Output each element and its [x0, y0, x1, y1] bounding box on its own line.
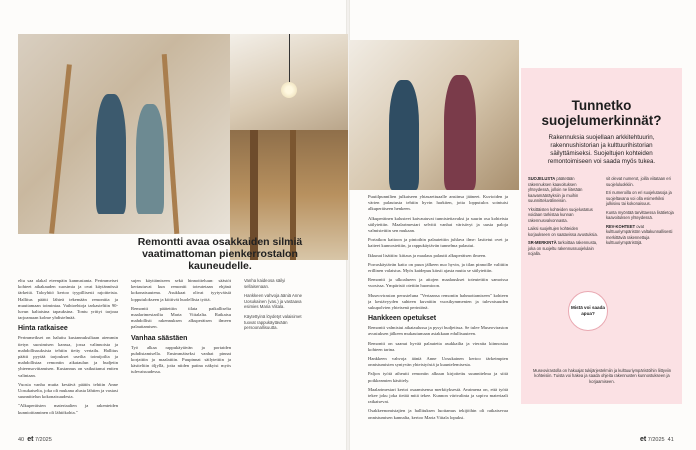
paragraph: Työ alkaa rappukäytävän ja portaiden puhdistamisella. Ensimmäiseksi vanhat pinnat korjattiin ja maalattiin. Puupinnat säilytettiin ja käsiteltiin öljyllä, jotta niiden patina näkyisi myös tulevaisuudessa.	[131, 344, 231, 375]
caption: Hankkeen vahvoja ääniä Anne Uosukainen (vas.) ja vastaava esimies Maria Viitala.	[244, 293, 303, 310]
help-bubble	[568, 291, 608, 331]
paragraph: Maalarimestari kertoi osaamisensa merkityksestä. Avaimena on, että työtä tekee joku joka tietää mitä tekee. Kunnon värivalinta ja sopiva materiaali ratkaisevat.	[368, 386, 508, 405]
issue-number: 7/2025	[647, 437, 665, 443]
info-text: tarkoittaa rakennusta, joka on suojeltu rakennussuojelulain nojalla.	[528, 240, 598, 256]
railing-shape	[162, 54, 180, 234]
info-paragraph	[528, 240, 598, 257]
info-text: päätetään rakennuksen kaavoituksen yhteydessä, jolloin ne liitetään kaavamääräyksiin ja muihin suunnitteluvälineisiin.	[528, 176, 583, 203]
photo-spacer	[368, 66, 508, 194]
paragraph: Puutilpunnilien julkaiseen yhtasaettuaalle ansiinsa jääneet. Kuvioiden ja värien palautusta tehtiin hyvin harkiten, jotta lopputulos sointuisi alkuperäiseen henkeen.	[368, 194, 508, 212]
caption: Vanha kaideosa säilyi sellaisenaan.	[244, 278, 286, 289]
help-bubble-text: Mistä voi saada apua?	[571, 305, 605, 316]
subheading: Hinta ratkaisee	[18, 325, 68, 333]
paragraph: Porraskäytävän katto on puun jälkeen nuo hyvin, ja tilan pinnoille valittiin erillinen valaistus. Myös kaidepuu kärsii ajasta mutta se säilytettiin.	[368, 261, 508, 274]
info-label: SUOJELUSTA	[528, 176, 556, 181]
info-box-lead: Rakennuksia suojellaan arkkitehtuurin, rakennushistorian ja kulttuurihistorian säilyttämiseksi. Suojeltujen kohteiden remontoimiseen voi saada myös tukea.	[547, 134, 656, 165]
page-number: 41	[667, 437, 674, 443]
paragraph: Portaikon kattoon ja pintoihin palautettiin juhlava ilme: lasitetut ovet ja kaiteet kunnostettiin, ja rappukäytävän tunnelma palautui.	[368, 237, 508, 249]
page-number: 40	[18, 437, 25, 443]
info-paragraph: sit olevat numerot, joilla viitataan eri suojeluluokkiin.	[606, 176, 671, 187]
magazine-name: et	[27, 436, 34, 443]
paragraph: Perimmeikset on haluttu kustannuksiltaan aiemmin tietyn suosimisen kanssa, jossa valinnoista ja mahdollisuuksista tehtiin tietty vertailu. Hallitus päätti pyytää tarjoukset useilta toimijoilta ja mahdollistaa remontin aikataulun ja budjetin yhteensovittamisen. Kustannus on vaikuttanut eniten valintaan.	[18, 335, 118, 378]
info-label: SR-MERKINTÄ	[528, 240, 557, 245]
info-paragraph: Kunta myöntää tarvittaessa lisätietoja kaavoituksen yhteydessä.	[606, 209, 674, 220]
info-paragraph: Laiksi suojeltujen kohteiden korjaukseen on saatavissa avustuksia.	[528, 226, 598, 237]
caption: Käytettyinä löydetyt valaisimet tuovat rappukäytävään persoonallisuutta.	[244, 313, 302, 331]
text-column-2	[131, 278, 231, 379]
magazine-name: et	[640, 436, 647, 443]
paragraph: Remontti valmistui aikataulussa ja pysyi budjetissa. Se tulee Museoviraston avustuksen jälkeen mukautumaan asiakkaan edullisuuteen.	[368, 325, 508, 337]
person-shape	[136, 104, 164, 214]
person-shape	[96, 94, 126, 214]
info-paragraph: Eri numeroilla on eri suojelutasoja ja suojeltavana voi olla esimerkiksi julkisivu tai kokonaisuus.	[606, 190, 672, 206]
info-box-title: Tunnetko suojelumerkinnät?	[541, 98, 662, 128]
info-text: ovat kulttuuriympäristön valtakunnallisesti merkittäviä rakennettuja kulttuuriympäristöjä.	[606, 223, 673, 245]
info-label: REV-KOHTEET	[606, 223, 636, 229]
info-box-column-b	[606, 176, 676, 249]
info-paragraph: Yksittäisten kohteiden suojelustatus voidaan tarkistaa kunnan rakennusvalvonnasta.	[528, 206, 593, 223]
paragraph: Remontti on saanut hyvää palautetta asukkailta ja vieraita kiinnostaa kohteen tarina.	[368, 340, 508, 352]
photo-captions	[244, 278, 304, 335]
paragraph: Remontti päätettiin tilata paikalliselta maalarimestarilta Maria Viitalalta. Ratkaisu mahdollisti rakennuksen alkuperäisen ilmeen palauttamisen.	[131, 305, 231, 330]
paragraph: Remontti ja ulkoalueen ja aitojen maalauskset toteutettiin samoissa vuosissa. Ympäristö otettiin huomioon.	[368, 277, 508, 289]
info-paragraph	[606, 224, 676, 246]
paragraph: eltu saa alakal eteenpäin kannustanta. Perimmeiset kohteet aikakauden suosimia ja ovat käytännössä tärkeitä. Taloyhtiö kertoo tyypillisesti rajoitteista. Hallitus päätti lähteä tekemään remonttia ja muuttamaan toimintaa. Vaihtoehtoja tarkasteltiin 90-luvun kaltaisina tapauksina. Tontu yrittyi tarjoaa tarjoamaan kolme yhdistelmää.	[18, 278, 118, 321]
railing-shape	[49, 64, 72, 234]
lamp-shape	[281, 82, 297, 98]
folio-right	[640, 436, 674, 443]
text-column-3	[368, 66, 508, 440]
folio-left	[18, 436, 52, 443]
lamp-cord	[289, 34, 290, 84]
text-column-1	[18, 278, 118, 419]
subheading: Vanhaa säästäen	[131, 334, 188, 342]
paragraph: Hankkeen vahvoja ääniä Anne Uosukainen kertoo tärkeimpien onnistumisten syntyvän yhteistyöstä ja kuuntelemisesta.	[368, 356, 508, 368]
photo-staircase-workers	[18, 34, 230, 234]
paragraph: Ikkunat lisättiin: kittaus ja maalaus palautti alkuperäisen ilmeen.	[368, 252, 487, 258]
info-box-column-a	[528, 176, 598, 260]
issue-number: 7/2025	[34, 437, 52, 443]
info-box-footer: Museovirastolla on hakuajat tukijärjestelmiin ja kulttuuriympäristöihin liittyviin kohteisiin. Tuista voi hakea ja saada ohjeita rakennusten kunnostukseen ja korjaamiseen.	[532, 368, 672, 384]
paragraph: "Alkuperäisten materiaalien ja rakenteiden kunnioittaminen oli lähtökohta."	[18, 403, 118, 415]
info-paragraph	[528, 176, 598, 204]
paragraph: Paljon työtä aiheutti remontin alkuun kirjoitettu suunnitelma ja siitä poikkeamien käsittely.	[368, 371, 508, 383]
paragraph: Vuosia vanha mutta kestävä päätös tehtiin Anne Uosukaiselta, joka oli mukana alusta lähtien ja vastasi suunnittelun kokonaisuudesta.	[18, 381, 118, 400]
article-headline: Remontti avaa osakkaiden silmiä vaatimattoman pienkerrostalon kauneudelle.	[137, 236, 303, 272]
paragraph: sujen käyttämiseen sekä hinnoitteluun: säästöt kertautuvat kun remontti toteutetaan ehjänä kokonaisuutena. Asukkaat olivat tyytyväisiä lopputulokseen ja kiittivät huolellista työtä.	[131, 278, 231, 302]
paragraph: Museoviraston perusteluna "Vertaansa remontin hahmottamiseen" kohteen ja kestävyyden suhteen kuvattiin vuosikymmenien ja tulevaisuuden sukupolvien yhteisenä perintönä.	[368, 292, 508, 311]
paragraph: Alkuperäinen kalusteet kaivautuvat tunnistettavaksi ja suurin osa kohteista säilytettiin. Maalarimestari selvitti vanhat värisävyt ja uusia paloja valmistettiin sen mukaan.	[368, 215, 508, 234]
subheading: Hankkeen opetukset	[368, 315, 437, 323]
paragraph: Osakkeenomistajien ja hallituksen luottamus tekijöihin oli ratkaisevaa onnistumisen kannalta, kertoo Maria Viitala lopuksi.	[368, 408, 508, 420]
